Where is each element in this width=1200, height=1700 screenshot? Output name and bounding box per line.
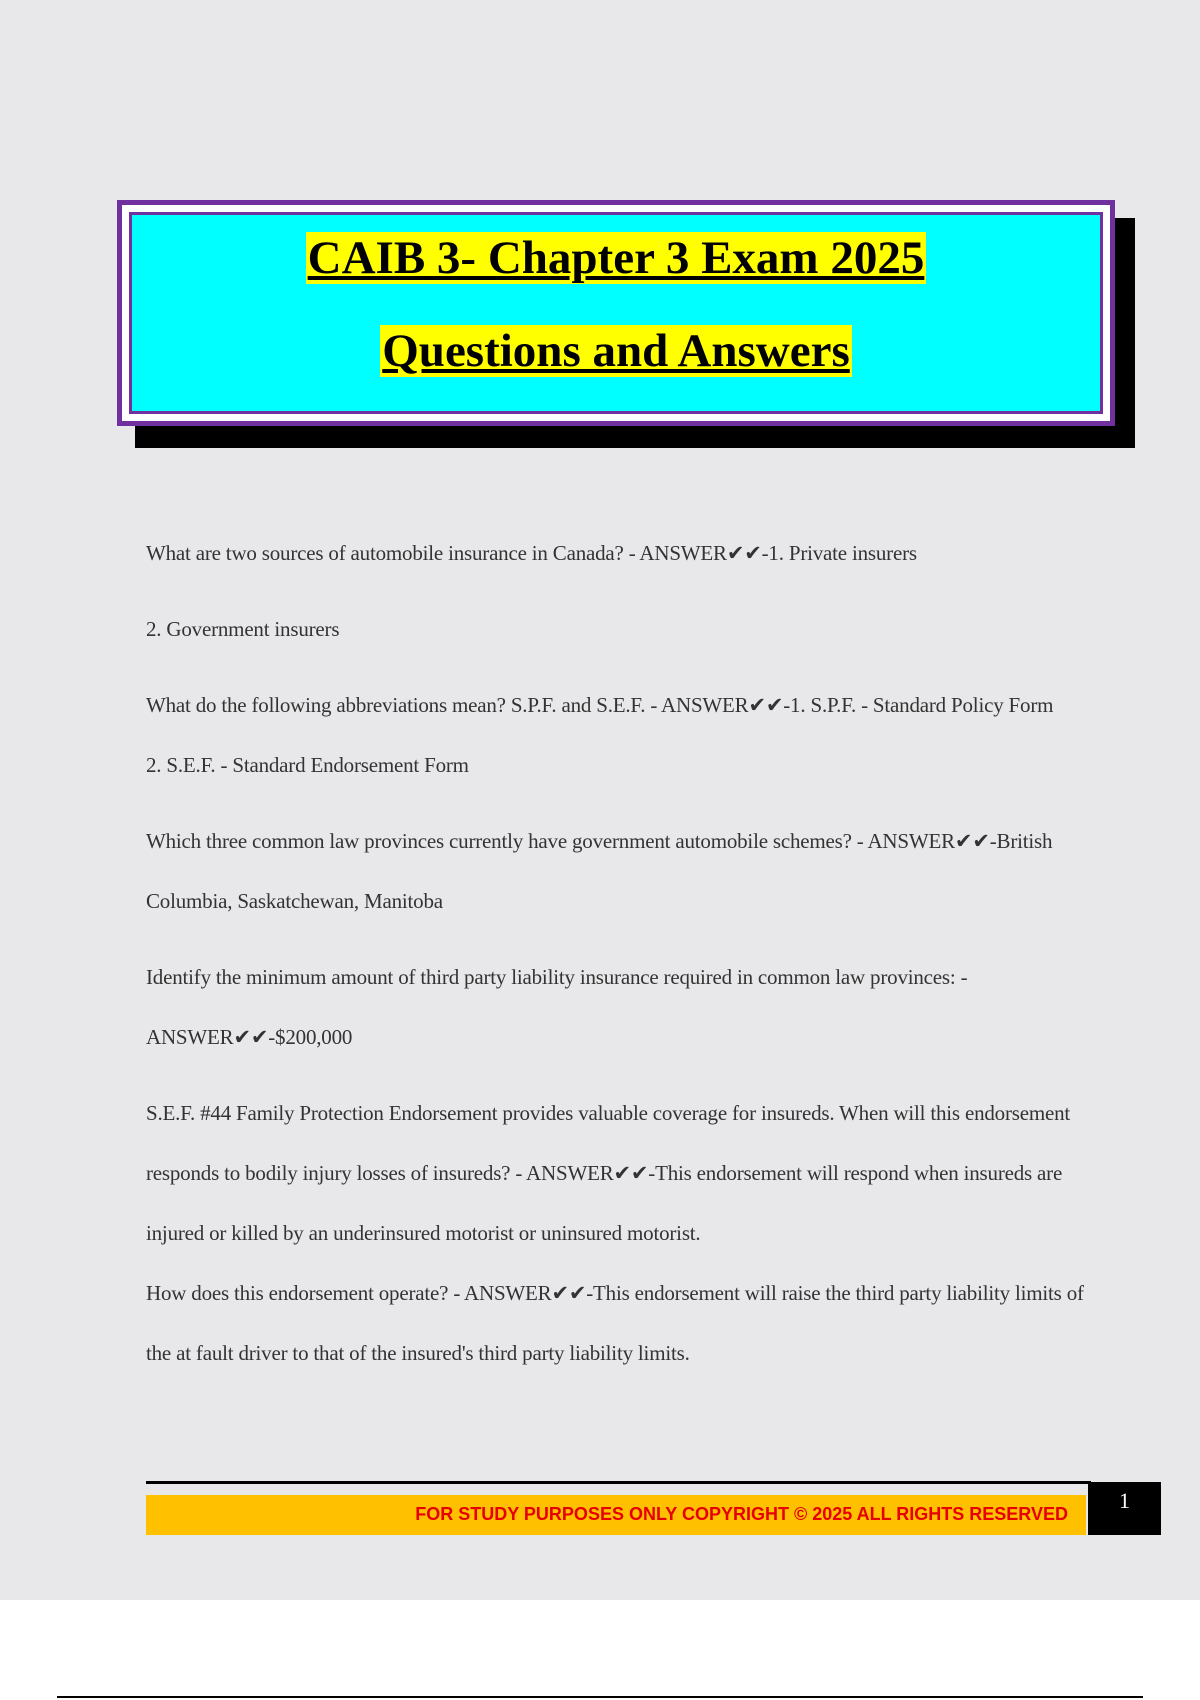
title-box <box>117 200 1115 426</box>
page-number: 1 <box>1088 1482 1161 1535</box>
qa-paragraph: S.E.F. #44 Family Protection Endorsement provides valuable coverage for insureds. When will this endorsement responds to bodily injury losses of insureds? - ANSWER✔✔-This endorsement will respond when insureds are injured or killed by an underinsured motorist or uninsured motorist. <box>146 1101 1071 1245</box>
qa-paragraph: 2. S.E.F. - Standard Endorsement Form <box>146 753 469 777</box>
footer-band <box>146 1495 1086 1535</box>
next-page-rule <box>57 1696 1143 1698</box>
copyright-notice: FOR STUDY PURPOSES ONLY COPYRIGHT © 2025 ALL RIGHTS RESERVED <box>415 1504 1068 1524</box>
qa-paragraph: 2. Government insurers <box>146 617 340 641</box>
qa-paragraph: What do the following abbreviations mean? S.P.F. and S.E.F. - ANSWER✔✔-1. S.P.F. - Standard Policy Form <box>146 693 1054 717</box>
qa-paragraph: What are two sources of automobile insurance in Canada? - ANSWER✔✔-1. Private insurers <box>146 541 917 565</box>
title-box-inner <box>129 212 1103 414</box>
footer-rule <box>146 1481 1091 1484</box>
title-line-2: Questions and Answers <box>382 325 850 377</box>
qa-content <box>146 523 1096 1383</box>
title-line-1: CAIB 3- Chapter 3 Exam 2025 <box>307 232 925 284</box>
qa-paragraph: Identify the minimum amount of third party liability insurance required in common law provinces: - ANSWER✔✔-$200,000 <box>146 965 968 1049</box>
qa-paragraph: Which three common law provinces currently have government automobile schemes? - ANSWER✔✔-British Columbia, Saskatchewan, Manitoba <box>146 829 1053 913</box>
qa-paragraph: How does this endorsement operate? - ANSWER✔✔-This endorsement will raise the third party liability limits of the at fault driver to that of the insured's third party liability limits. <box>146 1281 1084 1365</box>
